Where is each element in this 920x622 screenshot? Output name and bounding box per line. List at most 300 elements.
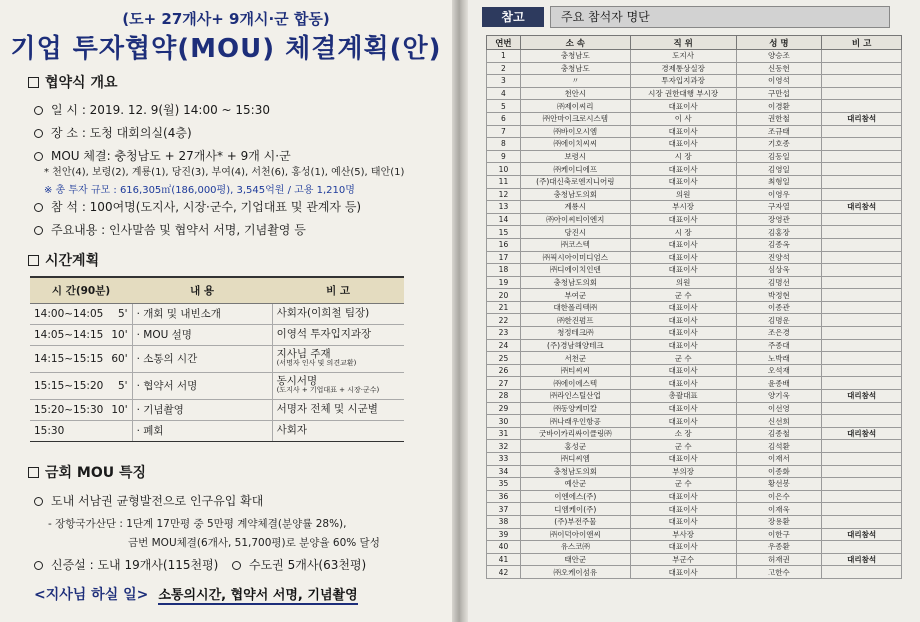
attendee-affiliation: 당진시: [520, 226, 630, 239]
attendee-position: 대표이사: [630, 490, 736, 503]
table-row: [487, 188, 902, 201]
attendee-no: 5: [487, 100, 521, 113]
attendee-no: 38: [487, 515, 521, 528]
attendee-affiliation: ㈜코스텍: [520, 238, 630, 251]
attendee-position: 대표이사: [630, 238, 736, 251]
attendee-no: 32: [487, 440, 521, 453]
feature-balance: 도내 서남권 균형발전으로 인구유입 확대: [34, 492, 263, 509]
attendee-affiliation: ㈜제이씨리: [520, 100, 630, 113]
attendee-position: 대표이사: [630, 314, 736, 327]
attendee-no: 33: [487, 453, 521, 466]
schedule-row: [30, 303, 404, 324]
attendee-name: 이재욱: [736, 503, 822, 516]
governor-duties-text: 소통의시간, 협약서 서명, 기념촬영: [158, 588, 358, 603]
table-row: [487, 175, 902, 188]
attendee-affiliation: 천안시: [520, 87, 630, 100]
attendee-remark: [822, 100, 902, 113]
attendee-remark: [822, 175, 902, 188]
table-row: [487, 213, 902, 226]
attendee-name: 노박래: [736, 352, 822, 365]
attendee-no: 37: [487, 503, 521, 516]
table-row: [487, 415, 902, 428]
schedule-time: 14:15~15:15: [30, 345, 107, 372]
book-gutter: [452, 0, 468, 622]
attendee-remark: [822, 226, 902, 239]
schedule-note-cell: [272, 303, 404, 324]
attendee-name: 김종철: [736, 427, 822, 440]
overview-content: 주요내용 : 인사말씀 및 협약서 서명, 기념촬영 등: [34, 221, 306, 238]
table-row: [487, 75, 902, 88]
attendee-affiliation: ㈜에이에스텍: [520, 377, 630, 390]
attendee-position: 의원: [630, 188, 736, 201]
attendee-remark: [822, 163, 902, 176]
schedule-content: · 기념촬영: [132, 399, 272, 420]
attendee-remark: 대리참석: [822, 112, 902, 125]
attendee-remark: [822, 440, 902, 453]
attendee-no: 3: [487, 75, 521, 88]
attendee-position: 부의장: [630, 465, 736, 478]
attendee-position: 대표이사: [630, 515, 736, 528]
table-row: [487, 226, 902, 239]
schedule-row: [30, 324, 404, 345]
attendee-remark: [822, 301, 902, 314]
table-row: [487, 541, 902, 554]
attendee-position: 부시장: [630, 201, 736, 214]
attendee-affiliation: (주)대신축로엔지니어링: [520, 175, 630, 188]
attendee-remark: [822, 138, 902, 151]
attendee-no: 21: [487, 301, 521, 314]
attendee-remark: [822, 327, 902, 340]
attendee-position: 대표이사: [630, 125, 736, 138]
attendee-remark: [822, 50, 902, 63]
overview-mou: MOU 체결: 충청남도 + 27개사* + 9개 시·군: [34, 147, 291, 164]
attendee-affiliation: 충청남도의회: [520, 276, 630, 289]
attendee-name: 이영석: [736, 75, 822, 88]
attendee-position: 시장 권한대행 부시장: [630, 87, 736, 100]
attendee-remark: [822, 515, 902, 528]
table-row: [487, 566, 902, 579]
attendee-position: 부군수: [630, 553, 736, 566]
attendee-position: 군 수: [630, 440, 736, 453]
attendee-name: 장용환: [736, 515, 822, 528]
attendee-no: 12: [487, 188, 521, 201]
schedule-minutes: 10': [107, 399, 132, 420]
attendee-position: 대표이사: [630, 213, 736, 226]
circle-bullet-icon: [34, 106, 43, 115]
schedule-header-time: 시 간(90분): [30, 277, 132, 303]
attendee-no: 27: [487, 377, 521, 390]
circle-bullet-icon: [34, 203, 43, 212]
attendee-name: 이은수: [736, 490, 822, 503]
plan-subtitle: (도+ 27개사+ 9개시·군 합동): [122, 10, 330, 28]
circle-bullet-icon: [34, 561, 43, 570]
attendee-affiliation: 디엠케이(주): [520, 503, 630, 516]
schedule-minutes: 5': [107, 372, 132, 399]
attendee-affiliation: ㈜디에이치인덴: [520, 264, 630, 277]
attendee-no: 17: [487, 251, 521, 264]
attendee-position: 시 장: [630, 150, 736, 163]
attendee-position: 대표이사: [630, 364, 736, 377]
table-row: [487, 87, 902, 100]
attendee-name: 심상욱: [736, 264, 822, 277]
attendee-no: 7: [487, 125, 521, 138]
attendee-no: 28: [487, 390, 521, 403]
attendee-no: 13: [487, 201, 521, 214]
schedule-row: [30, 372, 404, 399]
attendee-affiliation: 홍성군: [520, 440, 630, 453]
attendee-remark: [822, 276, 902, 289]
attendee-no: 40: [487, 541, 521, 554]
attendee-affiliation: ㈜케이디에프: [520, 163, 630, 176]
attendee-remark: [822, 415, 902, 428]
attendee-remark: 대리참석: [822, 553, 902, 566]
schedule-time: 14:05~14:15: [30, 324, 107, 345]
table-row: [487, 251, 902, 264]
attendee-position: 총괄대표: [630, 390, 736, 403]
governor-duties: <지사님 하실 일> 소통의시간, 협약서 서명, 기념촬영: [34, 587, 358, 603]
attendee-remark: [822, 541, 902, 554]
attendee-remark: [822, 465, 902, 478]
overview-attend: 참 석 : 100여명(도지사, 시장·군수, 기업대표 및 관계자 등): [34, 198, 361, 215]
attendee-name: 이영우: [736, 188, 822, 201]
attendee-name: 이재서: [736, 453, 822, 466]
attendee-name: 기호종: [736, 138, 822, 151]
table-row: [487, 553, 902, 566]
attendee-affiliation: ㈜라인스틸산업: [520, 390, 630, 403]
attendee-affiliation: 충청남도: [520, 62, 630, 75]
feature-janghang-cont: 금번 MOU체결(6개사, 51,700평)로 분양율 60% 달성: [128, 537, 380, 549]
overview-datetime: 일 시 : 2019. 12. 9(월) 14:00 ~ 15:30: [34, 101, 270, 118]
table-row: [487, 364, 902, 377]
attendee-no: 14: [487, 213, 521, 226]
attendee-position: 대표이사: [630, 301, 736, 314]
attendee-remark: [822, 75, 902, 88]
attendee-position: 군 수: [630, 352, 736, 365]
attendee-position: 군 수: [630, 289, 736, 302]
attendee-position: 도지사: [630, 50, 736, 63]
table-row: [487, 453, 902, 466]
attendee-name: 김동일: [736, 150, 822, 163]
attendee-no: 26: [487, 364, 521, 377]
attendee-name: 김명운: [736, 314, 822, 327]
table-row: [487, 478, 902, 491]
plan-title: 기업 투자협약(MOU) 체결계획(안): [10, 34, 442, 64]
attendee-position: 대표이사: [630, 453, 736, 466]
attendee-affiliation: ㈜바이오시엠: [520, 125, 630, 138]
feature-expansion: 신증설 : 도내 19개사(115천평): [34, 556, 218, 573]
table-row: [487, 112, 902, 125]
attendee-name: 이한구: [736, 528, 822, 541]
attendee-table: [486, 35, 902, 579]
attendee-position: 대표이사: [630, 138, 736, 151]
attendee-remark: [822, 364, 902, 377]
schedule-time: 14:00~14:05: [30, 303, 107, 324]
features-heading: 금회 MOU 특징: [28, 462, 146, 482]
attendee-name: 주종대: [736, 339, 822, 352]
schedule-minutes: 60': [107, 345, 132, 372]
attendee-no: 19: [487, 276, 521, 289]
attendee-name: 조은경: [736, 327, 822, 340]
attendee-affiliation: 태안군: [520, 553, 630, 566]
attendee-position: 대표이사: [630, 327, 736, 340]
schedule-minutes: 5': [107, 303, 132, 324]
attendee-position: 이 사: [630, 112, 736, 125]
square-bullet-icon: [28, 467, 39, 478]
attendee-name: 오석재: [736, 364, 822, 377]
attendee-remark: 대리참석: [822, 201, 902, 214]
table-row: [487, 390, 902, 403]
attendee-affiliation: 충청남도의회: [520, 188, 630, 201]
attendee-name: 신동헌: [736, 62, 822, 75]
table-row: [487, 163, 902, 176]
table-row: [487, 427, 902, 440]
attendee-affiliation: ㈜픽시아이미디엄스: [520, 251, 630, 264]
schedule-content: · 폐회: [132, 420, 272, 441]
schedule-table: [30, 276, 404, 442]
attendee-remark: 대리참석: [822, 390, 902, 403]
overview-scale: ※ 총 투자 규모 : 616,305㎡(186,000평), 3,545억원 / 고용 1,210명: [44, 185, 355, 196]
attendee-position: 대표이사: [630, 264, 736, 277]
attendee-no: 2: [487, 62, 521, 75]
schedule-note-cell: [272, 372, 404, 399]
attendee-remark: [822, 188, 902, 201]
table-row: [487, 503, 902, 516]
attendee-header-no: 연번: [487, 36, 521, 50]
attendee-list-title: 주요 참석자 명단: [550, 6, 890, 28]
schedule-note-cell: [272, 420, 404, 441]
schedule-note: 서명자 전체 및 시군별: [276, 402, 378, 415]
schedule-header-note: 비 고: [272, 277, 404, 303]
attendee-position: 투자입지과장: [630, 75, 736, 88]
schedule-content: · 개회 및 내빈소개: [132, 303, 272, 324]
attendee-remark: [822, 125, 902, 138]
attendee-affiliation: ㈜티씨씨: [520, 364, 630, 377]
schedule-note: 사회자(이희철 팀장): [276, 306, 370, 319]
schedule-heading: 시간계획: [28, 250, 99, 270]
attendee-remark: [822, 339, 902, 352]
attendee-affiliation: ㈜나래우인항공: [520, 415, 630, 428]
schedule-minutes: [107, 420, 132, 441]
attendee-no: 29: [487, 402, 521, 415]
attendee-affiliation: 이엔에스(주): [520, 490, 630, 503]
table-row: [487, 62, 902, 75]
table-row: [487, 100, 902, 113]
square-bullet-icon: [28, 255, 39, 266]
schedule-note-cell: [272, 345, 404, 372]
attendee-remark: [822, 264, 902, 277]
attendee-position: 대표이사: [630, 100, 736, 113]
attendee-no: 11: [487, 175, 521, 188]
attendee-remark: [822, 150, 902, 163]
attendee-no: 42: [487, 566, 521, 579]
circle-bullet-icon: [34, 226, 43, 235]
attendee-affiliation: 굿바이카리싸이클링㈜: [520, 427, 630, 440]
attendee-remark: [822, 213, 902, 226]
square-bullet-icon: [28, 77, 39, 88]
attendee-name: 이선영: [736, 402, 822, 415]
attendee-affiliation: ㈜안마이크로시스템: [520, 112, 630, 125]
schedule-row: [30, 345, 404, 372]
attendee-affiliation: (주)경남해양테크: [520, 339, 630, 352]
attendee-no: 6: [487, 112, 521, 125]
attendee-name: 김영일: [736, 163, 822, 176]
table-row: [487, 490, 902, 503]
overview-cities: * 천안(4), 보령(2), 계룡(1), 당진(3), 부여(4), 서천(6), 홍성(1), 예산(5), 태안(1): [44, 167, 405, 178]
attendee-no: 41: [487, 553, 521, 566]
table-row: [487, 264, 902, 277]
schedule-row: [30, 399, 404, 420]
attendee-remark: [822, 251, 902, 264]
attendee-header-affiliation: 소 속: [520, 36, 630, 50]
attendee-name: 고한수: [736, 566, 822, 579]
attendee-affiliation: 청정테크㈜: [520, 327, 630, 340]
attendee-name: 윤종배: [736, 377, 822, 390]
attendee-remark: 대리참석: [822, 427, 902, 440]
attendee-no: 24: [487, 339, 521, 352]
attendee-name: 양기욱: [736, 390, 822, 403]
table-row: [487, 138, 902, 151]
table-row: [487, 352, 902, 365]
table-row: [487, 465, 902, 478]
attendee-name: 김홍장: [736, 226, 822, 239]
schedule-content: · 소통의 시간: [132, 345, 272, 372]
attendee-no: 4: [487, 87, 521, 100]
attendee-affiliation: 보령시: [520, 150, 630, 163]
attendee-no: 25: [487, 352, 521, 365]
attendee-affiliation: 대한폴리텍㈜: [520, 301, 630, 314]
attendee-position: 대표이사: [630, 377, 736, 390]
attendee-position: 대표이사: [630, 503, 736, 516]
attendee-remark: [822, 314, 902, 327]
feature-janghang: - 장항국가산단 : 1단계 17만평 중 5만평 계약체결(분양률 28%),: [48, 518, 347, 530]
attendee-position: 소 장: [630, 427, 736, 440]
schedule-row: [30, 420, 404, 441]
attendee-position: 부사장: [630, 528, 736, 541]
attendee-no: 15: [487, 226, 521, 239]
attendee-name: 신선희: [736, 415, 822, 428]
schedule-note: 지사님 주재: [276, 347, 331, 360]
attendee-affiliation: ㈜에이치씨씨: [520, 138, 630, 151]
table-row: [487, 50, 902, 63]
attendee-name: 허재권: [736, 553, 822, 566]
attendee-name: 이경환: [736, 100, 822, 113]
attendee-affiliation: 예산군: [520, 478, 630, 491]
attendee-affiliation: ㈜디씨엠: [520, 453, 630, 466]
attendee-position: 대표이사: [630, 251, 736, 264]
reference-tag: 참고: [482, 7, 544, 27]
schedule-note-cell: [272, 324, 404, 345]
attendee-header-position: 직 위: [630, 36, 736, 50]
table-row: [487, 289, 902, 302]
overview-heading: 협약식 개요: [28, 72, 118, 92]
attendee-name: 우종환: [736, 541, 822, 554]
attendee-no: 31: [487, 427, 521, 440]
attendee-name: 박정현: [736, 289, 822, 302]
attendee-remark: [822, 503, 902, 516]
table-row: [487, 440, 902, 453]
attendee-affiliation: ㈜아이씨티이엔지: [520, 213, 630, 226]
circle-bullet-icon: [232, 561, 241, 570]
schedule-note-cell: [272, 399, 404, 420]
table-row: [487, 339, 902, 352]
schedule-header-content: 내 용: [132, 277, 272, 303]
right-page: [468, 0, 920, 622]
attendee-affiliation: ㈜동양케미칼: [520, 402, 630, 415]
attendee-name: 이종화: [736, 465, 822, 478]
attendee-name: 김명선: [736, 276, 822, 289]
feature-capital: 수도권 5개사(63천평): [232, 556, 366, 573]
attendee-remark: [822, 490, 902, 503]
attendee-remark: [822, 402, 902, 415]
overview-place: 장 소 : 도청 대회의실(4층): [34, 124, 192, 141]
table-row: [487, 528, 902, 541]
table-row: [487, 150, 902, 163]
attendee-affiliation: 〃: [520, 75, 630, 88]
attendee-name: 김종옥: [736, 238, 822, 251]
attendee-name: 최형일: [736, 175, 822, 188]
attendee-name: 권한철: [736, 112, 822, 125]
table-row: [487, 377, 902, 390]
schedule-minutes: 10': [107, 324, 132, 345]
table-row: [487, 276, 902, 289]
attendee-no: 18: [487, 264, 521, 277]
schedule-content: · 협약서 서명: [132, 372, 272, 399]
attendee-no: 34: [487, 465, 521, 478]
schedule-content: · MOU 설명: [132, 324, 272, 345]
attendee-no: 16: [487, 238, 521, 251]
schedule-note-sub: (도지사 + 기업대표 + 시장·군수): [276, 386, 380, 395]
attendee-no: 36: [487, 490, 521, 503]
attendee-affiliation: 유스코㈜: [520, 541, 630, 554]
attendee-position: 대표이사: [630, 402, 736, 415]
attendee-affiliation: ㈜이덕아이앤씨: [520, 528, 630, 541]
attendee-affiliation: 계룡시: [520, 201, 630, 214]
table-row: [487, 201, 902, 214]
attendee-position: 대표이사: [630, 339, 736, 352]
attendee-no: 10: [487, 163, 521, 176]
attendee-affiliation: 충청남도의회: [520, 465, 630, 478]
attendee-no: 23: [487, 327, 521, 340]
attendee-no: 30: [487, 415, 521, 428]
table-row: [487, 314, 902, 327]
attendee-name: 이종관: [736, 301, 822, 314]
attendee-position: 대표이사: [630, 566, 736, 579]
table-row: [487, 301, 902, 314]
attendee-affiliation: 충청남도: [520, 50, 630, 63]
attendee-remark: [822, 87, 902, 100]
attendee-name: 조규태: [736, 125, 822, 138]
attendee-remark: [822, 453, 902, 466]
attendee-no: 1: [487, 50, 521, 63]
schedule-time: 15:15~15:20: [30, 372, 107, 399]
schedule-note: 사회자: [276, 423, 308, 436]
table-row: [487, 238, 902, 251]
attendee-remark: [822, 377, 902, 390]
schedule-time: 15:30: [30, 420, 107, 441]
circle-bullet-icon: [34, 152, 43, 161]
attendee-name: 장영관: [736, 213, 822, 226]
attendee-position: 의원: [630, 276, 736, 289]
attendee-remark: [822, 566, 902, 579]
attendee-name: 구만섭: [736, 87, 822, 100]
table-row: [487, 402, 902, 415]
attendee-position: 시 장: [630, 226, 736, 239]
attendee-affiliation: 서천군: [520, 352, 630, 365]
attendee-no: 22: [487, 314, 521, 327]
attendee-no: 39: [487, 528, 521, 541]
table-row: [487, 515, 902, 528]
attendee-no: 9: [487, 150, 521, 163]
